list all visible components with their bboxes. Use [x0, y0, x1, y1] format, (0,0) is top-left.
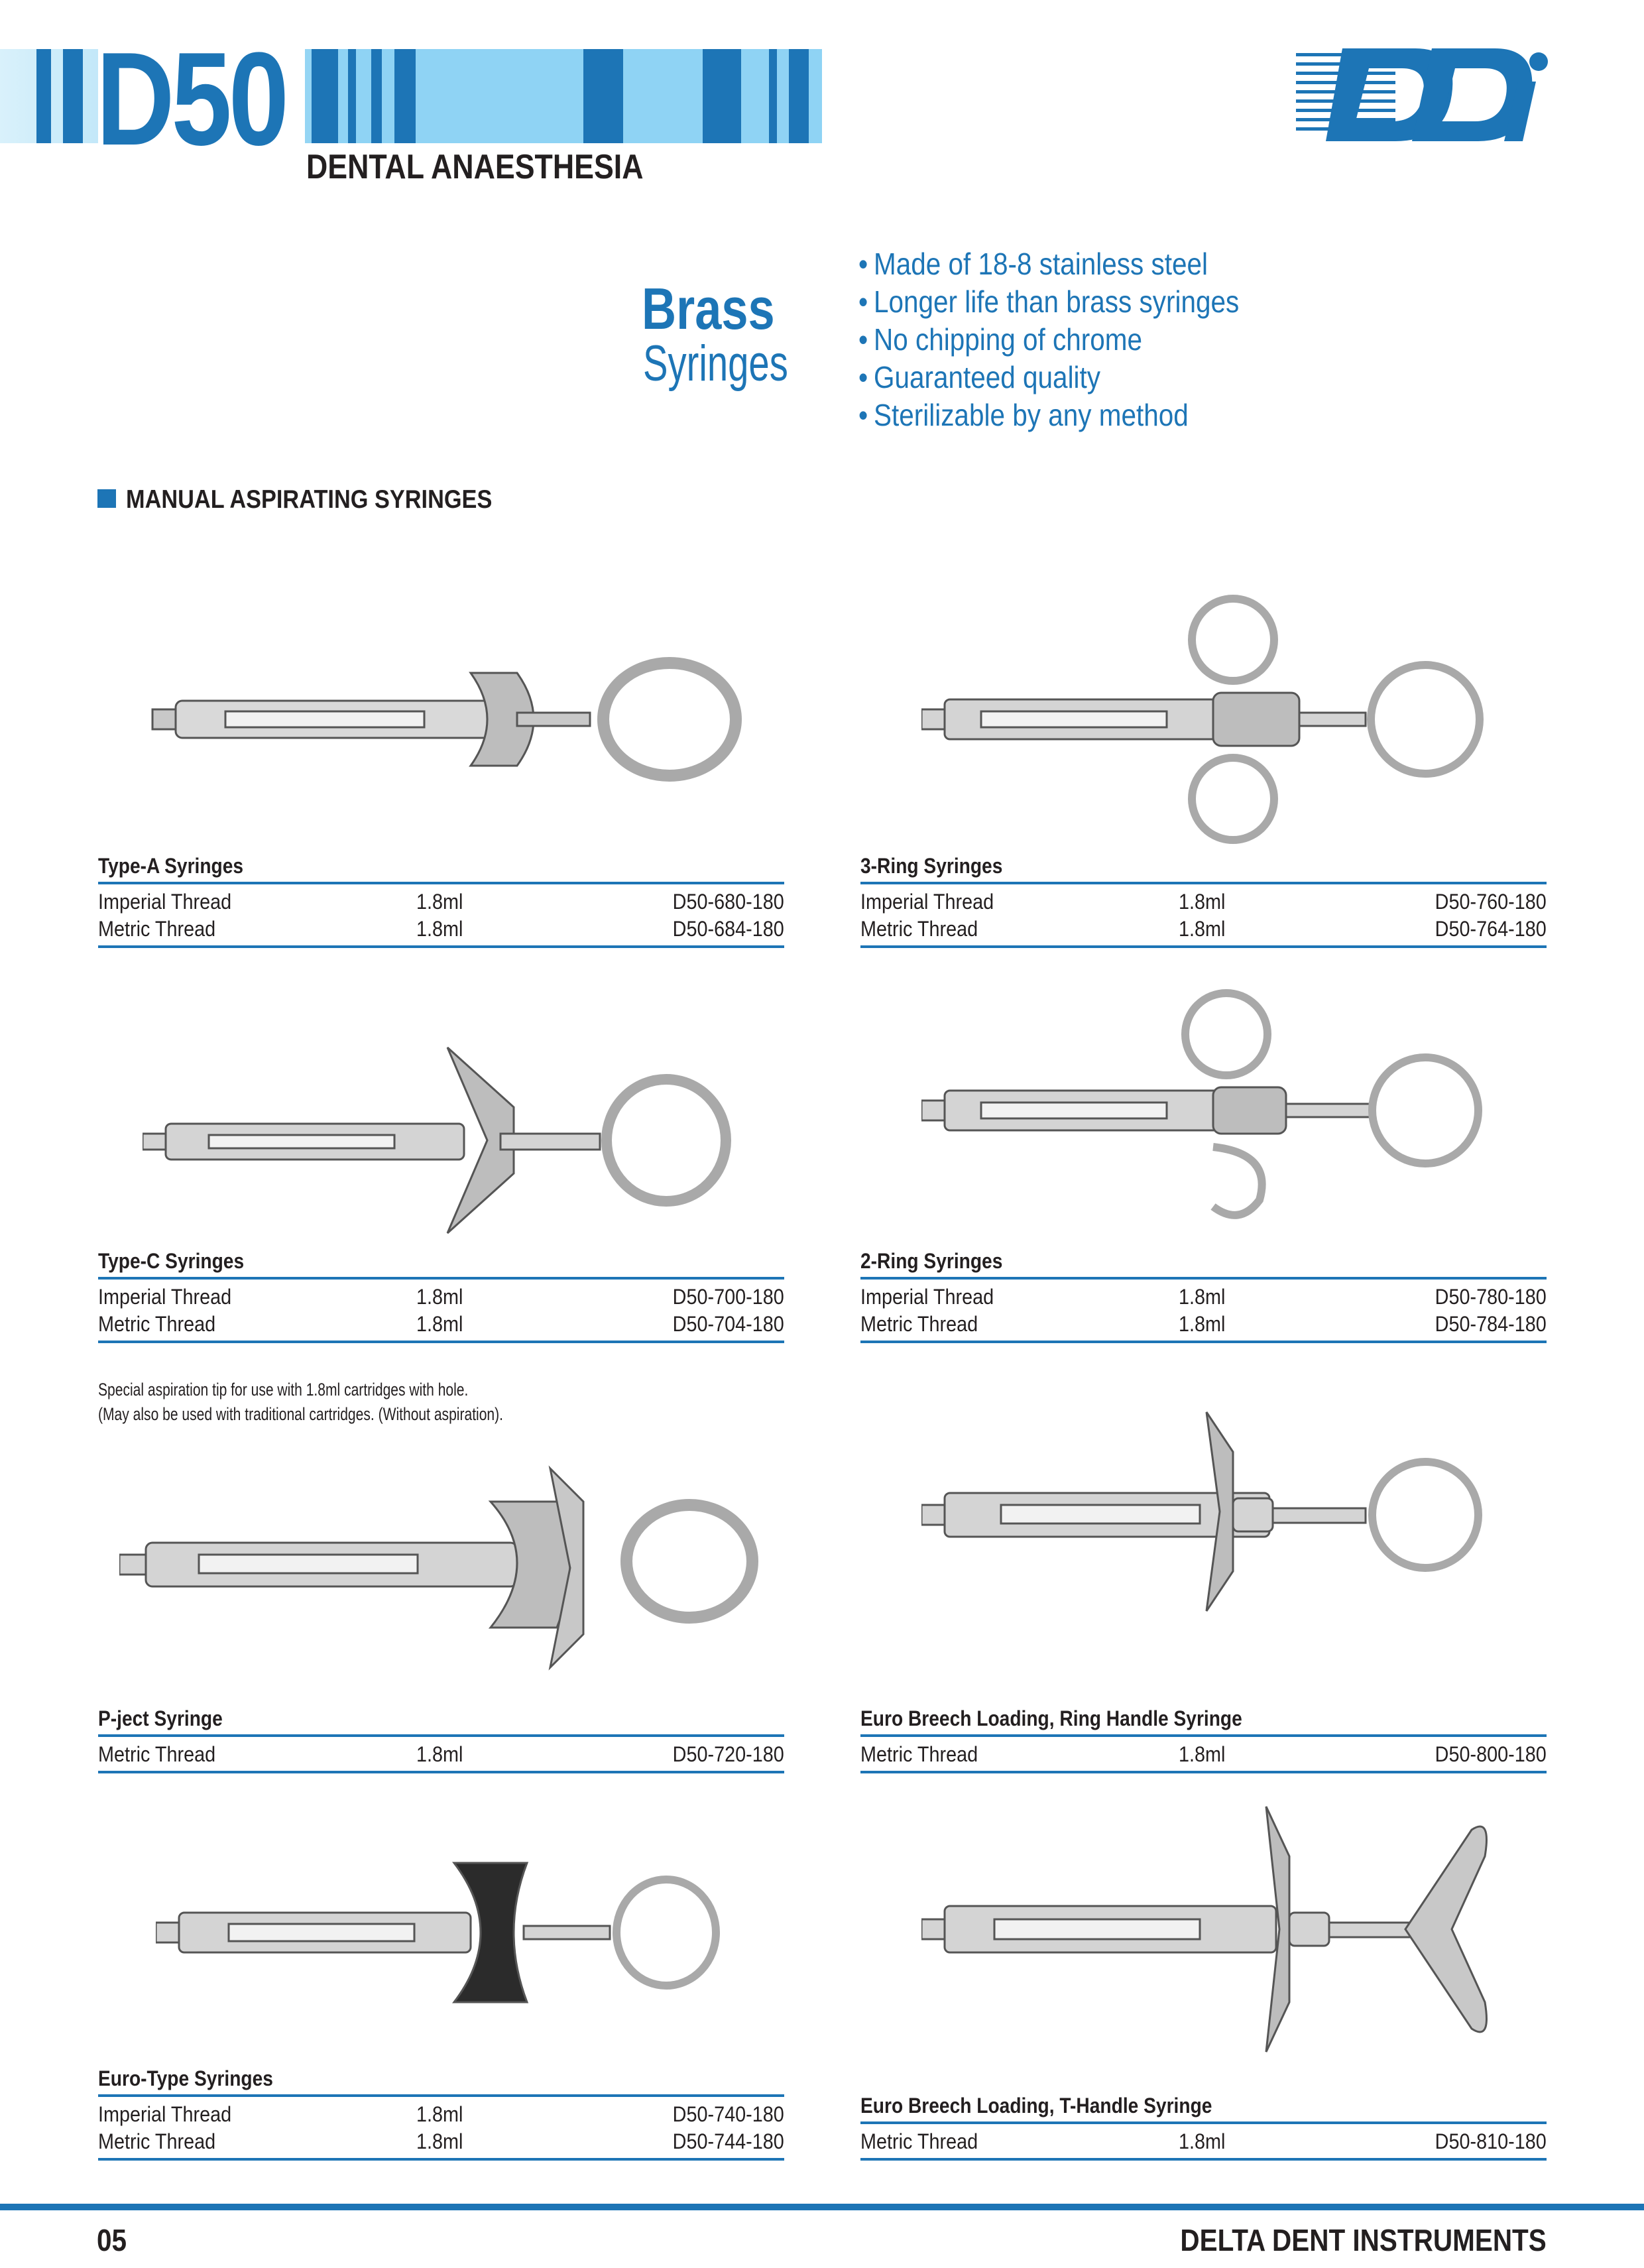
product-title: 2-Ring Syringes: [860, 1249, 1003, 1273]
euro-type-syringe-image: [156, 1850, 726, 2015]
table-row: Metric Thread 1.8ml D50-764-180: [860, 917, 1547, 941]
company-name: DELTA DENT INSTRUMENTS: [1180, 2223, 1547, 2257]
footer-rule: [0, 2204, 1644, 2210]
product-type-a: [98, 854, 784, 948]
product-title: Type-C Syringes: [98, 1249, 245, 1273]
feature-item: • No chipping of chrome: [858, 322, 1142, 357]
product-heading-main: Brass: [642, 276, 775, 341]
table-row: Metric Thread 1.8ml D50-704-180: [98, 1312, 784, 1336]
aspiration-note: [98, 1378, 503, 1427]
table-rule: [860, 1341, 1547, 1343]
feature-list: [858, 245, 1291, 434]
note-line: Special aspiration tip for use with 1.8ml cartridges with hole.: [98, 1380, 469, 1400]
feature-item: • Sterilizable by any method: [858, 398, 1189, 432]
table-rule: [98, 1771, 784, 1773]
product-3-ring: [860, 854, 1547, 948]
page-number: 05: [97, 2223, 127, 2257]
product-type-c: [98, 1249, 784, 1343]
euro-t-handle-syringe-image: [921, 1803, 1492, 2055]
euro-ring-handle-syringe-image: [921, 1405, 1492, 1618]
product-title: P-ject Syringe: [98, 1706, 223, 1730]
table-row: Imperial Thread 1.8ml D50-780-180: [860, 1285, 1547, 1309]
feature-item: • Made of 18-8 stainless steel: [858, 247, 1208, 281]
two-ring-syringe-image: [921, 988, 1492, 1226]
product-euro-t-handle: [860, 2094, 1547, 2161]
table-rule: [98, 945, 784, 948]
table-row: Metric Thread 1.8ml D50-744-180: [98, 2129, 784, 2153]
ddi-logo: [1296, 45, 1548, 145]
table-rule: [98, 2158, 784, 2161]
type-a-syringe-image: [146, 653, 742, 786]
table-row: Imperial Thread 1.8ml D50-740-180: [98, 2102, 784, 2126]
product-title: 3-Ring Syringes: [860, 854, 1003, 878]
product-title: Type-A Syringes: [98, 854, 244, 878]
category-title: DENTAL ANAESTHESIA: [306, 148, 644, 186]
section-label: MANUAL ASPIRATING SYRINGES: [126, 485, 493, 514]
product-title: Euro-Type Syringes: [98, 2066, 273, 2090]
table-row: Metric Thread 1.8ml D50-684-180: [98, 917, 784, 941]
table-row: Imperial Thread 1.8ml D50-760-180: [860, 890, 1547, 914]
type-c-syringe-image: [143, 1034, 739, 1246]
table-row: Imperial Thread 1.8ml D50-680-180: [98, 890, 784, 914]
table-row: Metric Thread 1.8ml D50-720-180: [98, 1742, 784, 1766]
table-rule: [98, 1341, 784, 1343]
table-row: Imperial Thread 1.8ml D50-700-180: [98, 1285, 784, 1309]
product-euro-ring-handle: [860, 1706, 1547, 1773]
table-rule: [860, 2158, 1547, 2161]
product-2-ring: [860, 1249, 1547, 1343]
product-title: Euro Breech Loading, T-Handle Syringe: [860, 2094, 1212, 2118]
product-heading-sub: Syringes: [643, 335, 788, 392]
feature-item: • Longer life than brass syringes: [858, 284, 1240, 319]
table-rule: [860, 1771, 1547, 1773]
catalog-code: D50: [96, 25, 286, 173]
section-marker: [97, 489, 116, 508]
product-p-ject: [98, 1706, 784, 1773]
p-ject-syringe-image: [119, 1462, 762, 1681]
product-title: Euro Breech Loading, Ring Handle Syringe: [860, 1706, 1242, 1730]
table-row: Metric Thread 1.8ml D50-800-180: [860, 1742, 1547, 1766]
table-row: Metric Thread 1.8ml D50-784-180: [860, 1312, 1547, 1336]
table-row: Metric Thread 1.8ml D50-810-180: [860, 2129, 1547, 2153]
three-ring-syringe-image: [921, 593, 1492, 845]
product-euro-type: [98, 2066, 784, 2161]
note-line: (May also be used with traditional cartridges. (Without aspiration).: [98, 1404, 504, 1424]
feature-item: • Guaranteed quality: [858, 360, 1101, 394]
table-rule: [860, 945, 1547, 948]
